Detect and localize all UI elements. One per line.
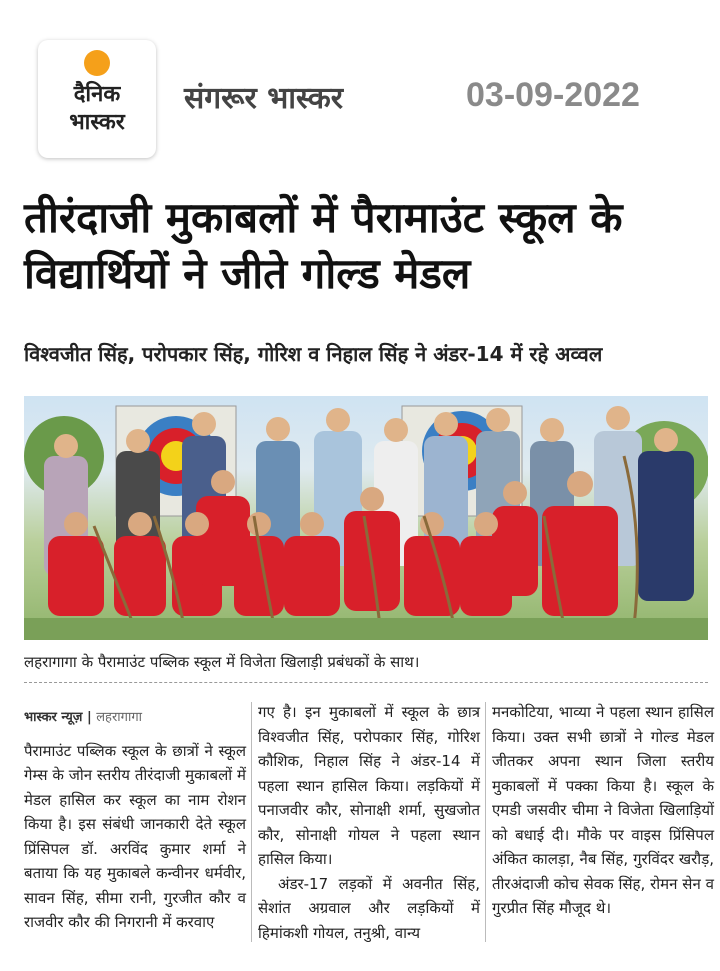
column-divider [485, 702, 486, 942]
logo-text-line1: दैनिक [73, 82, 121, 107]
article-column-2 [258, 700, 480, 945]
group-photo-illustration [24, 396, 708, 640]
byline-location: लहरागागा [96, 710, 143, 725]
article-subheadline: विश्वजीत सिंह, परोपकार सिंह, गोरिश व निहाल सिंह ने अंडर-14 में रहे अव्वल [24, 342, 603, 366]
article-headline: तीरंदाजी मुकाबलों में पैरामाउंट स्कूल के विद्यार्थियों ने जीते गोल्ड मेडल [24, 193, 623, 298]
logo-sun-icon [84, 50, 110, 76]
edition-name: संगरूर भास्कर [184, 81, 344, 116]
logo-text-line2: भास्कर [69, 110, 125, 135]
group-photo [24, 396, 708, 640]
column-2-text-para2: अंडर-17 लड़कों में अवनीत सिंह, सेशांत अग्रवाल और लड़कियों में हिमांकशी गोयल, तनुश्री, वान्य [258, 874, 480, 942]
newspaper-header [0, 0, 720, 175]
column-2-text: गए है। इन मुकाबलों में स्कूल के छात्र विश्वजीत सिंह, परोपकार सिंह, गोरिश कौशिक, निहाल सिंह ने अंडर-14 में पहला स्थान हासिल किया। लड़कियों में पनाजवीर कौर, सोनाक्षी शर्मा, सुखजोत कौर, सोनाक्षी गोयल ने पहला स्थान हासिल किया। [258, 703, 480, 868]
article-column-3 [492, 700, 714, 921]
article-column-1 [24, 706, 246, 935]
column-divider [251, 702, 252, 942]
publication-date: 03-09-2022 [466, 76, 640, 114]
dainik-bhaskar-logo [38, 40, 156, 158]
column-1-text: पैरामाउंट पब्लिक स्कूल के छात्रों ने स्कूल गेम्स के जोन स्तरीय तीरंदाजी मुकाबलों में मेडल हासिल कर स्कूल का नाम रोशन किया है। इस संबंधी जानकारी देते स्कूल प्रिंसिपल डॉ. अरविंद कुमार शर्मा ने बताया कि यह मुकाबले कन्वीनर धर्मवीर, सावन सिंह, सीमा रानी, गुरजीत कौर व राजवीर कौर की निगरानी में करवाए [24, 741, 246, 931]
photo-caption: लहरागागा के पैरामाउंट पब्लिक स्कूल में विजेता खिलाड़ी प्रबंधकों के साथ। [24, 653, 420, 671]
byline: भास्कर न्यूज़ | लहरागागा [24, 710, 143, 725]
column-3-text: मनकोटिया, भाव्या ने पहला स्थान हासिल किया। उक्त सभी छात्रों ने गोल्ड मेडल जीतकर अपना स्थान जिला स्तरीय मुकाबलों में पक्का किया है। स्कूल के एमडी जसवीर चीमा ने विजेता खिलाड़ियों को बधाई दी। मौके पर वाइस प्रिंसिपल अंकित कालड़ा, नैब सिंह, गुरविंदर खरौड़, तीरअंदाजी कोच सेवक सिंह, रोमन सेन व गुरप्रीत सिंह मौजूद थे। [492, 703, 714, 917]
byline-source: भास्कर न्यूज़ [24, 710, 83, 725]
caption-divider [24, 682, 708, 683]
